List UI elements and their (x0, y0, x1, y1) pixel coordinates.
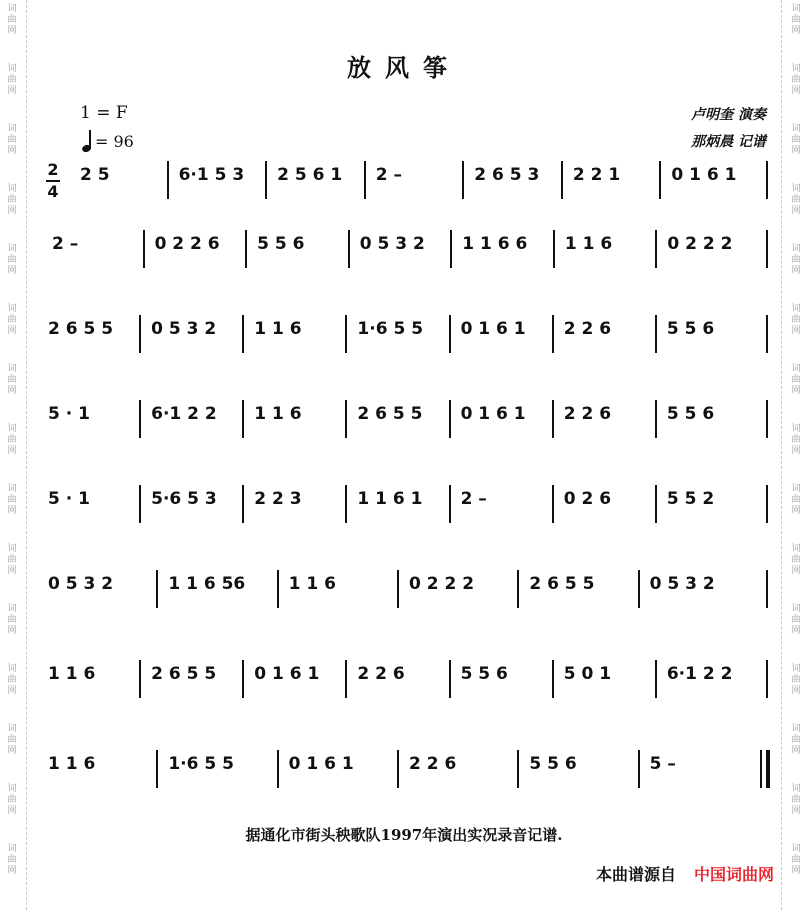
measure: 2 2 6 (409, 754, 457, 774)
measure: 0 2 6 (563, 489, 612, 509)
barline (766, 660, 768, 698)
barline (449, 485, 451, 523)
measure: 5 5 6 (257, 234, 305, 254)
watermark-char: 曲 (7, 195, 17, 205)
watermark-char: 网 (7, 626, 17, 636)
watermark-char: 网 (791, 206, 801, 216)
measure: 2 6 5 3 (474, 165, 540, 185)
watermark-char: 网 (791, 326, 801, 336)
watermark-char: 词 (7, 304, 17, 314)
watermark-char: 曲 (791, 315, 801, 325)
transcriber-credit: 那炳晨 记谱 (691, 134, 766, 150)
watermark-char: 词 (7, 784, 17, 794)
watermark-char: 网 (791, 146, 801, 156)
watermark-char: 词 (791, 124, 801, 134)
watermark-char: 曲 (791, 555, 801, 565)
time-signature-bottom: 4 (47, 182, 59, 201)
watermark-char: 词 (791, 664, 801, 674)
measure: 5 5 6 (460, 664, 508, 684)
measure: 1·6 5 5 (168, 754, 234, 774)
watermark-char: 词 (791, 304, 801, 314)
watermark-char: 曲 (791, 795, 801, 805)
watermark-char: 网 (7, 386, 17, 396)
watermark-char: 曲 (7, 855, 17, 865)
watermark-char: 词 (791, 424, 801, 434)
measure: 0 1 6 1 (671, 165, 737, 185)
watermark-char: 词 (7, 724, 17, 734)
watermark-char: 词 (791, 364, 801, 374)
measure: 2 2 3 (254, 489, 302, 509)
watermark-char: 网 (791, 506, 801, 516)
measure: 2 6 5 5 (357, 404, 423, 424)
barline (167, 161, 169, 199)
measure: 1 1 6 (48, 664, 96, 684)
barline (143, 230, 145, 268)
barline (156, 570, 158, 608)
watermark-char: 网 (7, 866, 17, 876)
watermark-char: 曲 (791, 495, 801, 505)
watermark-char: 词 (7, 64, 17, 74)
measure: 0 1 6 1 (254, 664, 320, 684)
recording-footnote: 据通化市街头秧歌队1997年演出实况录音记谱. (245, 826, 563, 844)
watermark-char: 曲 (791, 15, 801, 25)
tempo-marking (82, 130, 134, 152)
watermark-char: 曲 (791, 255, 801, 265)
measure: 6·1 2 2 (666, 664, 733, 684)
barline (265, 161, 267, 199)
measure: 1 1 6 (254, 404, 302, 424)
watermark-char: 词 (791, 544, 801, 554)
measure: 2 6 5 5 (48, 319, 114, 339)
measure: 0 1 6 1 (460, 404, 526, 424)
watermark-char: 词 (7, 4, 17, 14)
measure: 2 2 6 (357, 664, 405, 684)
watermark-char: 曲 (791, 135, 801, 145)
watermark-char: 网 (791, 746, 801, 756)
watermark-char: 网 (7, 746, 17, 756)
watermark-char: 曲 (791, 75, 801, 85)
barline (242, 485, 244, 523)
watermark-char: 网 (7, 806, 17, 816)
measure: 2 6 5 5 (529, 574, 595, 594)
barline (277, 570, 279, 608)
barline (655, 485, 657, 523)
watermark-char: 词 (791, 604, 801, 614)
barline (517, 750, 519, 788)
watermark-char: 网 (7, 326, 17, 336)
final-barline (766, 750, 770, 788)
measure: 5 5 6 (666, 404, 715, 424)
barline (277, 750, 279, 788)
source-credit (596, 862, 774, 885)
watermark-char: 词 (791, 484, 801, 494)
measure: 2 – (375, 165, 402, 185)
measure: 0 2 2 2 (667, 234, 733, 254)
barline (766, 230, 768, 268)
barline (397, 750, 399, 788)
watermark-char: 词 (791, 4, 801, 14)
measure: 5 · 1 (48, 404, 90, 424)
barline (245, 230, 247, 268)
measure: 0 5 3 2 (48, 574, 114, 594)
measure: 6·1 2 2 (151, 404, 217, 424)
watermark-char: 网 (791, 686, 801, 696)
watermark-char: 曲 (7, 135, 17, 145)
measure: 2 2 1 (572, 165, 621, 185)
barline (561, 161, 563, 199)
barline (139, 485, 141, 523)
measure: 0 5 3 2 (359, 234, 425, 254)
final-barline-thin (760, 750, 762, 788)
measure: 5 5 2 (666, 489, 715, 509)
barline (517, 570, 519, 608)
key-signature: 1 = F (80, 103, 128, 123)
watermark-char: 词 (7, 604, 17, 614)
barline (655, 230, 657, 268)
barline (462, 161, 464, 199)
measure: 0 1 6 1 (460, 319, 526, 339)
measure: 1 1 6 6 (462, 234, 528, 254)
barline (364, 161, 366, 199)
watermark-char: 网 (791, 566, 801, 576)
watermark-char: 网 (7, 446, 17, 456)
watermark-char: 网 (7, 686, 17, 696)
watermark-char: 网 (7, 506, 17, 516)
barline (552, 660, 554, 698)
time-signature-top: 2 (47, 160, 59, 179)
barline (345, 400, 347, 438)
watermark-char: 曲 (7, 315, 17, 325)
source-label: 本曲谱源自 (595, 865, 676, 884)
watermark-char: 网 (791, 386, 801, 396)
watermark-char: 网 (791, 266, 801, 276)
watermark-char: 网 (791, 626, 801, 636)
barline (552, 400, 554, 438)
watermark-char: 网 (7, 206, 17, 216)
measure: 1 1 6 (564, 234, 613, 254)
time-signature (46, 162, 60, 200)
watermark-char: 网 (791, 446, 801, 456)
measure: 6·1 5 3 (178, 165, 245, 185)
measure: 0 2 2 2 (409, 574, 475, 594)
barline (655, 400, 657, 438)
barline (449, 660, 451, 698)
measure: 5 – (649, 754, 676, 774)
measure: 1·6 5 5 (357, 319, 424, 339)
watermark-char: 词 (791, 784, 801, 794)
measure: 2 – (460, 489, 487, 509)
barline (766, 161, 768, 199)
barline (397, 570, 399, 608)
source-brand: 中国词曲网 (693, 865, 774, 884)
watermark-char: 曲 (791, 675, 801, 685)
watermark-char: 网 (791, 86, 801, 96)
barline (242, 400, 244, 438)
watermark-char: 曲 (7, 15, 17, 25)
measure: 0 1 6 1 (288, 754, 354, 774)
measure: 2 5 (80, 165, 110, 185)
watermark-char: 曲 (7, 495, 17, 505)
watermark-char: 词 (7, 664, 17, 674)
watermark-char: 词 (791, 724, 801, 734)
barline (348, 230, 350, 268)
barline (156, 750, 158, 788)
barline (638, 750, 640, 788)
watermark-char: 曲 (7, 735, 17, 745)
barline (766, 400, 768, 438)
barline (553, 230, 555, 268)
watermark-char: 网 (791, 806, 801, 816)
barline (766, 570, 768, 608)
measure: 0 2 2 6 (154, 234, 220, 254)
watermark-char: 曲 (7, 795, 17, 805)
barline (766, 315, 768, 353)
watermark-char: 词 (791, 64, 801, 74)
measure: 0 5 3 2 (649, 574, 715, 594)
measure: 5·6 5 3 (151, 489, 217, 509)
watermark-char: 曲 (791, 435, 801, 445)
barline (655, 660, 657, 698)
watermark-char: 曲 (7, 435, 17, 445)
barline (242, 660, 244, 698)
barline (450, 230, 452, 268)
watermark-char: 曲 (791, 375, 801, 385)
watermark-char: 词 (7, 124, 17, 134)
barline (766, 485, 768, 523)
barline (449, 400, 451, 438)
quarter-note-icon (82, 130, 92, 152)
watermark-char: 曲 (7, 615, 17, 625)
measure: 5 0 1 (563, 664, 612, 684)
barline (139, 660, 141, 698)
barline (242, 315, 244, 353)
measure: 2 6 5 5 (151, 664, 217, 684)
watermark-char: 词 (7, 244, 17, 254)
watermark-char: 曲 (791, 855, 801, 865)
barline (655, 315, 657, 353)
watermark-char: 曲 (791, 195, 801, 205)
watermark-char: 网 (7, 266, 17, 276)
measure: 1 1 6 1 (357, 489, 423, 509)
barline (638, 570, 640, 608)
measure: 2 2 6 (563, 404, 612, 424)
measure: 1 1 6 (254, 319, 302, 339)
measure: 2 – (52, 234, 79, 254)
measure: 1 1 6 56 (168, 574, 246, 594)
watermark-char: 词 (7, 844, 17, 854)
watermark-char: 词 (7, 484, 17, 494)
watermark-char: 词 (791, 244, 801, 254)
measure: 1 1 6 (48, 754, 96, 774)
watermark-char: 词 (7, 424, 17, 434)
watermark-char: 词 (791, 844, 801, 854)
barline (449, 315, 451, 353)
watermark-char: 网 (7, 146, 17, 156)
watermark-char: 网 (7, 26, 17, 36)
watermark-char: 曲 (791, 615, 801, 625)
watermark-char: 词 (7, 184, 17, 194)
measure: 5 5 6 (666, 319, 715, 339)
barline (345, 315, 347, 353)
barline (139, 400, 141, 438)
performer-credit: 卢明奎 演奏 (691, 107, 766, 123)
watermark-char: 词 (7, 544, 17, 554)
watermark-char: 词 (791, 184, 801, 194)
measure: 2 2 6 (563, 319, 612, 339)
watermark-char: 曲 (791, 735, 801, 745)
watermark-char: 曲 (7, 375, 17, 385)
measure: 5 5 6 (529, 754, 577, 774)
watermark-char: 词 (7, 364, 17, 374)
watermark-char: 网 (7, 86, 17, 96)
watermark-char: 网 (791, 26, 801, 36)
barline (552, 315, 554, 353)
barline (552, 485, 554, 523)
barline (139, 315, 141, 353)
measure: 1 1 6 (288, 574, 336, 594)
measure: 5 · 1 (48, 489, 90, 509)
watermark-char: 曲 (7, 75, 17, 85)
watermark-char: 曲 (7, 555, 17, 565)
watermark-char: 网 (791, 866, 801, 876)
barline (345, 660, 347, 698)
watermark-char: 网 (7, 566, 17, 576)
measure: 0 5 3 2 (151, 319, 217, 339)
watermark-char: 曲 (7, 675, 17, 685)
watermark-char: 曲 (7, 255, 17, 265)
barline (659, 161, 661, 199)
tempo-value: = 96 (95, 131, 134, 151)
barline (345, 485, 347, 523)
page-title: 放风筝 (347, 54, 461, 82)
measure: 2 5 6 1 (277, 165, 343, 185)
